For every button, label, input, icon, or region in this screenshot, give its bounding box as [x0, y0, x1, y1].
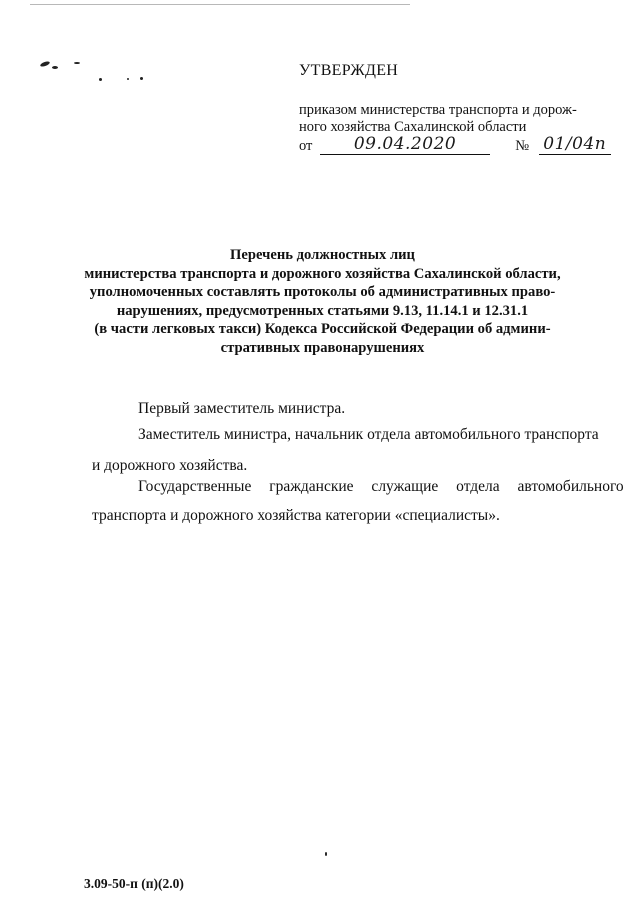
scan-speck: [52, 66, 58, 69]
title-line: стративных правонарушениях: [220, 339, 425, 356]
scan-speck: [127, 78, 129, 80]
list-item-civil-servants-line2: транспорта и дорожного хозяйства категории «специалисты».: [92, 507, 500, 524]
list-item-first-deputy: Первый заместитель министра.: [138, 400, 346, 417]
document-title: [40, 246, 605, 357]
list-item-deputy-line2: и дорожного хозяйства.: [92, 457, 248, 474]
title-line: уполномоченных составлять протоколы об административных право-: [89, 284, 556, 300]
scan-speck: [325, 852, 327, 856]
title-line: министерства транспорта и дорожного хозяйства Сахалинской области,: [84, 265, 561, 282]
scan-artifact-line: [30, 4, 410, 5]
order-line-2: ного хозяйства Сахалинской области: [299, 119, 527, 135]
approved-heading: УТВЕРЖДЕН: [299, 62, 399, 79]
order-number-value: 01/04п: [539, 135, 611, 155]
document-code: 3.09-50-п (п)(2.0): [84, 876, 184, 891]
list-item-civil-servants-line1: Государственные гражданские служащие отдела автомобильного: [138, 478, 624, 495]
scan-speck: [99, 78, 102, 81]
title-line: (в части легковых такси) Кодекса Российской Федерации об админи-: [94, 321, 551, 337]
date-prefix: от: [299, 138, 313, 154]
title-line: нарушениях, предусмотренных статьями 9.13, 11.14.1 и 12.31.1: [116, 302, 529, 319]
list-item-deputy-line1: Заместитель министра, начальник отдела автомобильного транспорта: [138, 426, 599, 443]
scan-speck: [40, 60, 51, 67]
scan-speck: [140, 77, 143, 80]
order-date-value: 09.04.2020: [320, 135, 490, 155]
number-prefix: №: [515, 138, 530, 154]
scan-speck: [74, 62, 80, 64]
order-date-number-row: [299, 135, 611, 155]
order-line-1: приказом министерства транспорта и дорож-: [299, 102, 577, 118]
title-line: Перечень должностных лиц: [230, 247, 415, 263]
